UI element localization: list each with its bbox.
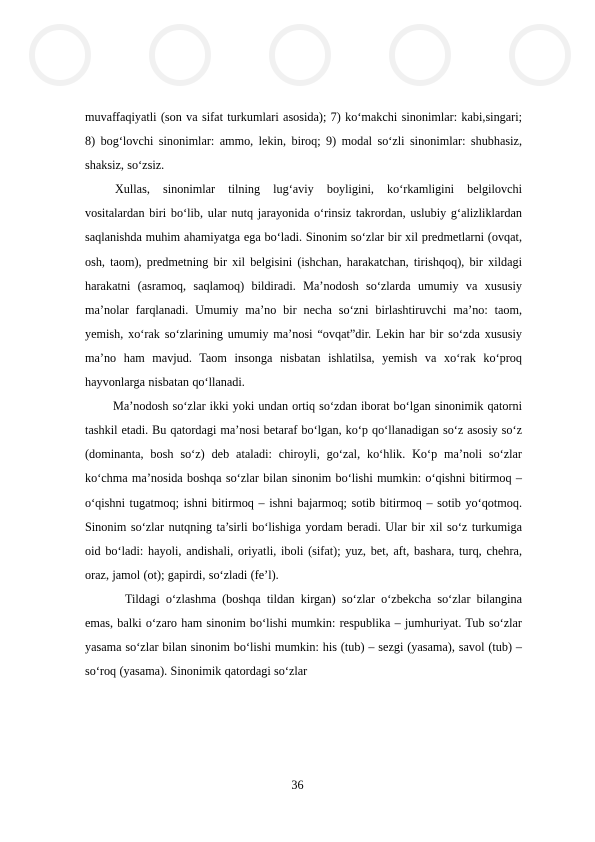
page-number: 36 [291, 778, 304, 792]
document-body [85, 105, 522, 683]
paragraph-4: Tildagi o‘zlashma (boshqa tildan kirgan) so‘zlar o‘zbekcha so‘zlar bilangina emas, balki o‘zaro ham sinonim bo‘lishi mumkin: respublika – jumhuriyat. Tub so‘zlar yasama so‘zlar bilan sinonim bo‘lishi mumkin: his (tub) – sezgi (yasama), savol (tub) – so‘roq (yasama). Sinonimik qatordagi so‘zlar [85, 591, 522, 679]
paragraph-3: Ma’nodosh so‘zlar ikki yoki undan ortiq so‘zdan iborat bo‘lgan sinonimik qatorni tashkil etadi. Bu qatordagi ma’nosi betaraf bo‘lgan, ko‘p qo‘llanadigan so‘z asosiy so‘z (dominanta, bosh so‘z) deb ataladi: chiroyli, go‘zal, ko‘hlik. Ko‘p ma’noli so‘zlar ko‘chma ma’nosida boshqa so‘zlar bilan sinonim bo‘lishi mumkin: o‘qishni bitirmoq – o‘qishni tugatmoq; ishni bitirmoq – ishni bajarmoq; sotib bitirmoq – sotib yo‘qotmoq. Sinonim so‘zlar nutqning ta’sirli bo‘lishiga yordam beradi. Ular bir xil so‘z turkumiga oid bo‘ladi: hayoli, andishali, oriyatli, iboli (sifat); yuz, bet, aft, bashara, turq, chehra, oraz, jamol (ot); gapirdi, so‘zladi (fe’l). [85, 399, 522, 582]
watermark-logo [0, 0, 595, 110]
paragraph-1: muvaffaqiyatli (son va sifat turkumlari asosida); 7) ko‘makchi sinonimlar: kabi,singari; 8) bog‘lovchi sinonimlar: ammo, lekin, biroq; 9) modal so‘zli sinonimlar: shubhasiz, shaksiz, so‘zsiz. [85, 110, 522, 173]
paragraph-2: Xullas, sinonimlar tilning lug‘aviy boyligini, ko‘rkamligini belgilovchi vositalardan biri bo‘lib, ular nutq jarayonida o‘rinsiz takrordan, uslubiy g‘alizliklardan saqlanishda muhim ahamiyatga ega bo‘ladi. Sinonim so‘zlar bir xil predmetlarni (ovqat, osh, taom), predmetning bir xil belgisini (ishchan, harakatchan, tirishqoq), bir xildagi harakatni (asramoq, saqlamoq) bildiradi. Ma’nodosh so‘zlarda umumiy va xususiy ma’nolar farqlanadi. Umumiy ma’no bir necha so‘zni birlashtiruvchi ma’no: taom, yemish, xo‘rak so‘zlarining umumiy ma’nosi “ovqat”dir. Lekin har bir so‘zda xususiy ma’no ham mavjud. Taom insonga nisbatan ishlatilsa, yemish va xo‘rak ko‘proq hayvonlarga nisbatan qo‘llanadi. [85, 182, 522, 390]
